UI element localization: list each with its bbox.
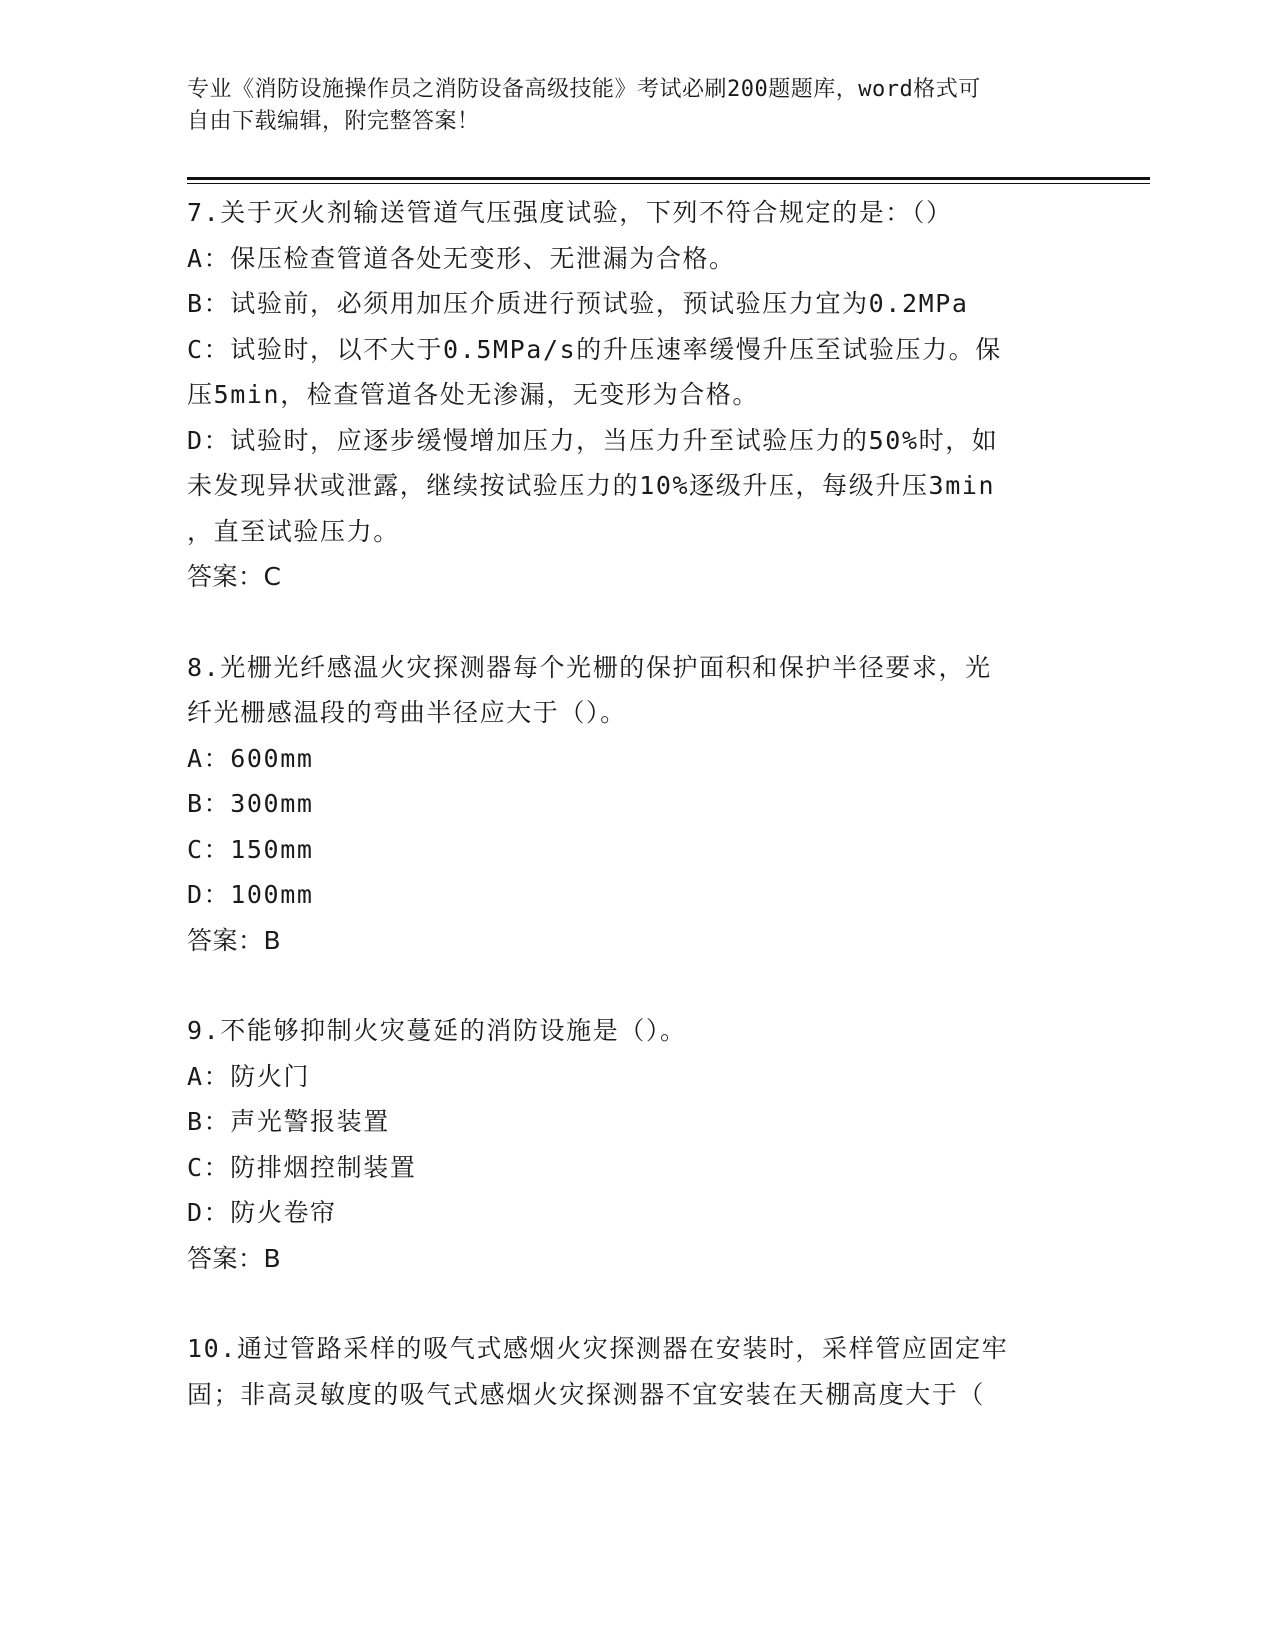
option-line: B：300mm	[187, 789, 314, 818]
option-line: 未发现异状或泄露，继续按试验压力的10%逐级升压，每级升压3min	[187, 471, 996, 500]
question-stem-line: 纤光栅感温段的弯曲半径应大于（）。	[187, 698, 627, 727]
option-line: B：试验前，必须用加压介质进行预试验，预试验压力宜为0.2MPa	[187, 289, 969, 318]
option-line: A：600mm	[187, 743, 314, 773]
option-line: D：100mm	[187, 880, 314, 909]
header-divider-thick	[187, 177, 1150, 180]
option-line: B：声光警报装置	[187, 1107, 390, 1136]
header-divider-thin	[187, 183, 1150, 184]
question-stem-line: 10.通过管路采样的吸气式感烟火灾探测器在安装时，采样管应固定牢	[187, 1334, 1009, 1363]
option-line: ，直至试验压力。	[187, 516, 400, 546]
option-line: D：试验时，应逐步缓慢增加压力，当压力升至试验压力的50%时，如	[187, 425, 999, 455]
answer-line: 答案：B	[187, 1243, 282, 1273]
question-block	[187, 1326, 1067, 1417]
option-line: C：防排烟控制装置	[187, 1152, 417, 1182]
header-title-line-1: 专业《消防设施操作员之消防设备高级技能》考试必刷200题题库，word格式可	[187, 77, 981, 102]
option-line: C：150mm	[187, 834, 314, 864]
option-line: A：保压检查管道各处无变形、无泄漏为合格。	[187, 243, 736, 273]
header-title-line-2: 自由下载编辑，附完整答案！	[187, 109, 480, 134]
question-block	[187, 1008, 1067, 1281]
question-list	[187, 190, 1067, 1417]
option-line: D：防火卷帘	[187, 1198, 337, 1227]
document-header	[187, 74, 1067, 138]
question-spacer	[187, 1281, 1067, 1326]
question-stem-line: 固；非高灵敏度的吸气式感烟火灾探测器不宜安装在天棚高度大于（	[187, 1379, 986, 1409]
question-block	[187, 645, 1067, 964]
option-line: C：试验时，以不大于0.5MPa/s的升压速率缓慢升压至试验压力。保	[187, 334, 1002, 364]
answer-line: 答案：B	[187, 925, 282, 955]
question-stem-line: 8.光栅光纤感温火灾探测器每个光栅的保护面积和保护半径要求，光	[187, 652, 992, 682]
question-spacer	[187, 963, 1067, 1008]
option-line: 压5min，检查管道各处无渗漏，无变形为合格。	[187, 380, 760, 409]
question-stem-line: 9.不能够抑制火灾蔓延的消防设施是（）。	[187, 1016, 687, 1045]
question-block	[187, 190, 1067, 600]
question-stem-line: 7.关于灭火剂输送管道气压强度试验，下列不符合规定的是：（）	[187, 198, 953, 227]
option-line: A：防火门	[187, 1061, 311, 1091]
question-spacer	[187, 600, 1067, 645]
answer-line: 答案：C	[187, 562, 282, 591]
